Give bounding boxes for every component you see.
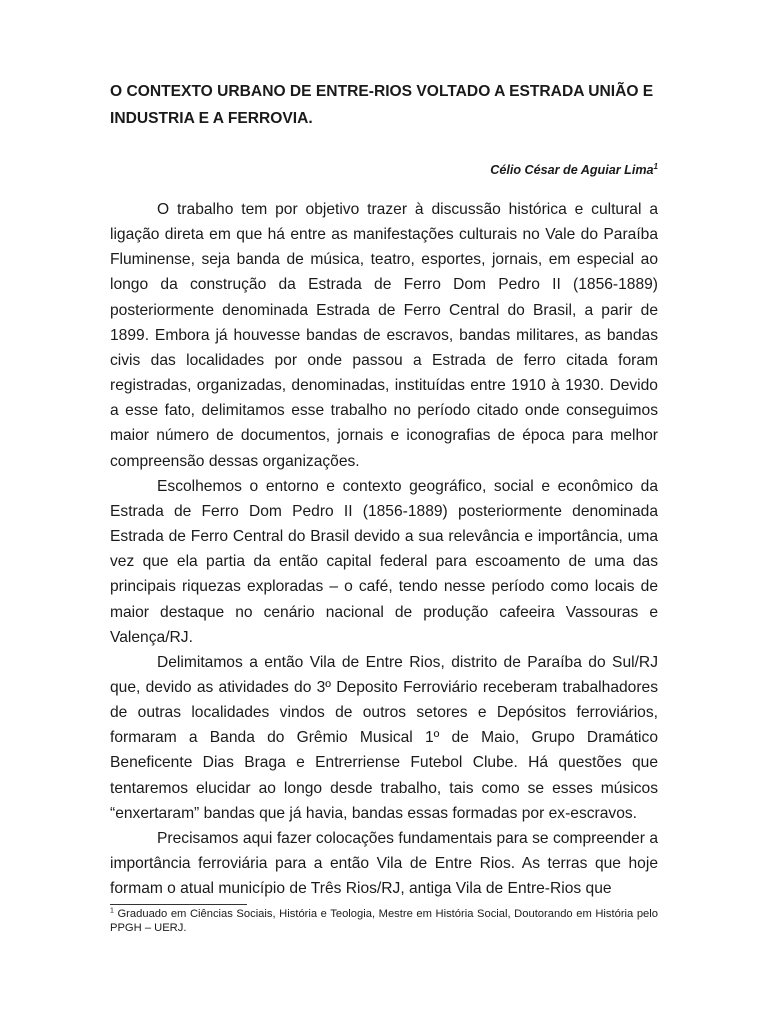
document-title: O CONTEXTO URBANO DE ENTRE-RIOS VOLTADO A ESTRADA UNIÃO E INDUSTRIA E A FERROVIA. bbox=[110, 83, 654, 127]
document-page bbox=[110, 78, 658, 901]
paragraph-3: Delimitamos a então Vila de Entre Rios, distrito de Paraíba do Sul/RJ que, devido as atividades do 3º Deposito Ferroviário receberam trabalhadores de outras localidades vindos de outros setores e Depósitos ferroviários, formaram a Banda do Grêmio Musical 1º de Maio, Grupo Dramático Beneficente Dias Braga e Entrerriense Futebol Clube. Há questões que tentaremos elucidar ao longo desde trabalho, tais como se esses músicos “enxertaram” bandas que já havia, bandas essas formadas por ex-escravos. bbox=[110, 653, 658, 822]
author-name: Célio César de Aguiar Lima bbox=[490, 163, 654, 177]
paragraph-2: Escolhemos o entorno e contexto geográfico, social e econômico da Estrada de Ferro Dom Pedro II (1856-1889) posteriormente denominada Estrada de Ferro Central do Brasil devido a sua relevância e importância, uma vez que ela partia da então capital federal para escoamento de uma das principais riquezas exploradas – o café, tendo nesse período como locais de maior destaque no cenário nacional de produção cafeeira Vassouras e Valença/RJ. bbox=[110, 477, 658, 646]
author-line bbox=[110, 161, 658, 179]
paragraph-4: Precisamos aqui fazer colocações fundamentais para se compreender a importância ferroviária para a então Vila de Entre Rios. As terras que hoje formam o atual município de Três Rios/RJ, antiga Vila de Entre-Rios que bbox=[110, 829, 658, 898]
footnote-text: Graduado em Ciências Sociais, História e Teologia, Mestre em História Social, Doutorando em História pelo PPGH – UERJ. bbox=[110, 908, 658, 934]
footnote-marker: 1 bbox=[653, 161, 658, 171]
footnote-number: 1 bbox=[110, 907, 114, 915]
footnote bbox=[110, 907, 658, 935]
footnote-divider bbox=[110, 904, 247, 905]
paragraph-1: O trabalho tem por objetivo trazer à discussão histórica e cultural a ligação direta em que há entre as manifestações culturais no Vale do Paraíba Fluminense, seja banda de música, teatro, esportes, jornais, em especial ao longo da construção da Estrada de Ferro Dom Pedro II (1856-1889) posteriormente denominada Estrada de Ferro Central do Brasil, a parir de 1899. Embora já houvesse bandas de escravos, bandas militares, as bandas civis das localidades por onde passou a Estrada de ferro citada foram registradas, organizadas, denominadas, instituídas entre 1910 à 1930. Devido a esse fato, delimitamos esse trabalho no período citado onde conseguimos maior número de documentos, jornais e iconografias de época para melhor compreensão dessas organizações. bbox=[110, 201, 658, 470]
body-text bbox=[110, 197, 658, 901]
